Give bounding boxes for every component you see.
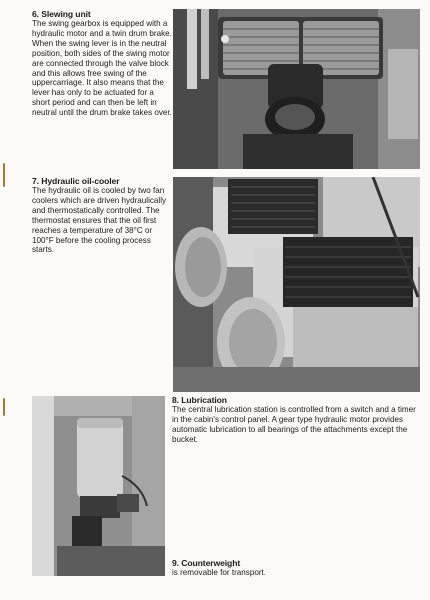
section-body: The central lubrication station is controlled from a switch and a timer in the cabin's control panel. A gear type hydraulic motor provides automatic lubrication to all bearings of the attachments except the bucket. bbox=[172, 405, 416, 444]
section-hydraulic-oil-cooler bbox=[32, 176, 174, 255]
section-body: is removable for transport. bbox=[172, 568, 267, 577]
section-heading: 6. Slewing unit bbox=[32, 9, 91, 19]
section-counterweight bbox=[172, 558, 420, 578]
section-body: The hydraulic oil is cooled by two fan coolers which are driven hydraulically and thermostatically controlled. The thermostat ensures that the oil first reaches a temperature of 38°C or 100°F before the cooling process starts. bbox=[32, 186, 167, 255]
section-slewing-unit bbox=[32, 9, 172, 118]
section-body: The swing gearbox is equipped with a hydraulic motor and a twin drum brake. When the swing lever is in the neutral position, both sides of the swing motor are connected through the valve block and this allows free swing of the uppercarriage. It also means that the lever has only to be actuated for a short period and can then be left in neutral until the drum brake takes over. bbox=[32, 19, 172, 118]
section-heading: 9. Counterweight bbox=[172, 558, 241, 568]
oil-cooler-photo bbox=[173, 177, 420, 392]
lubrication-station-photo bbox=[32, 396, 165, 576]
binding-mark bbox=[3, 163, 5, 187]
section-lubrication bbox=[172, 395, 420, 445]
slewing-unit-photo bbox=[173, 9, 420, 169]
binding-mark bbox=[3, 398, 5, 416]
section-heading: 8. Lubrication bbox=[172, 395, 227, 405]
section-heading: 7. Hydraulic oil-cooler bbox=[32, 176, 120, 186]
